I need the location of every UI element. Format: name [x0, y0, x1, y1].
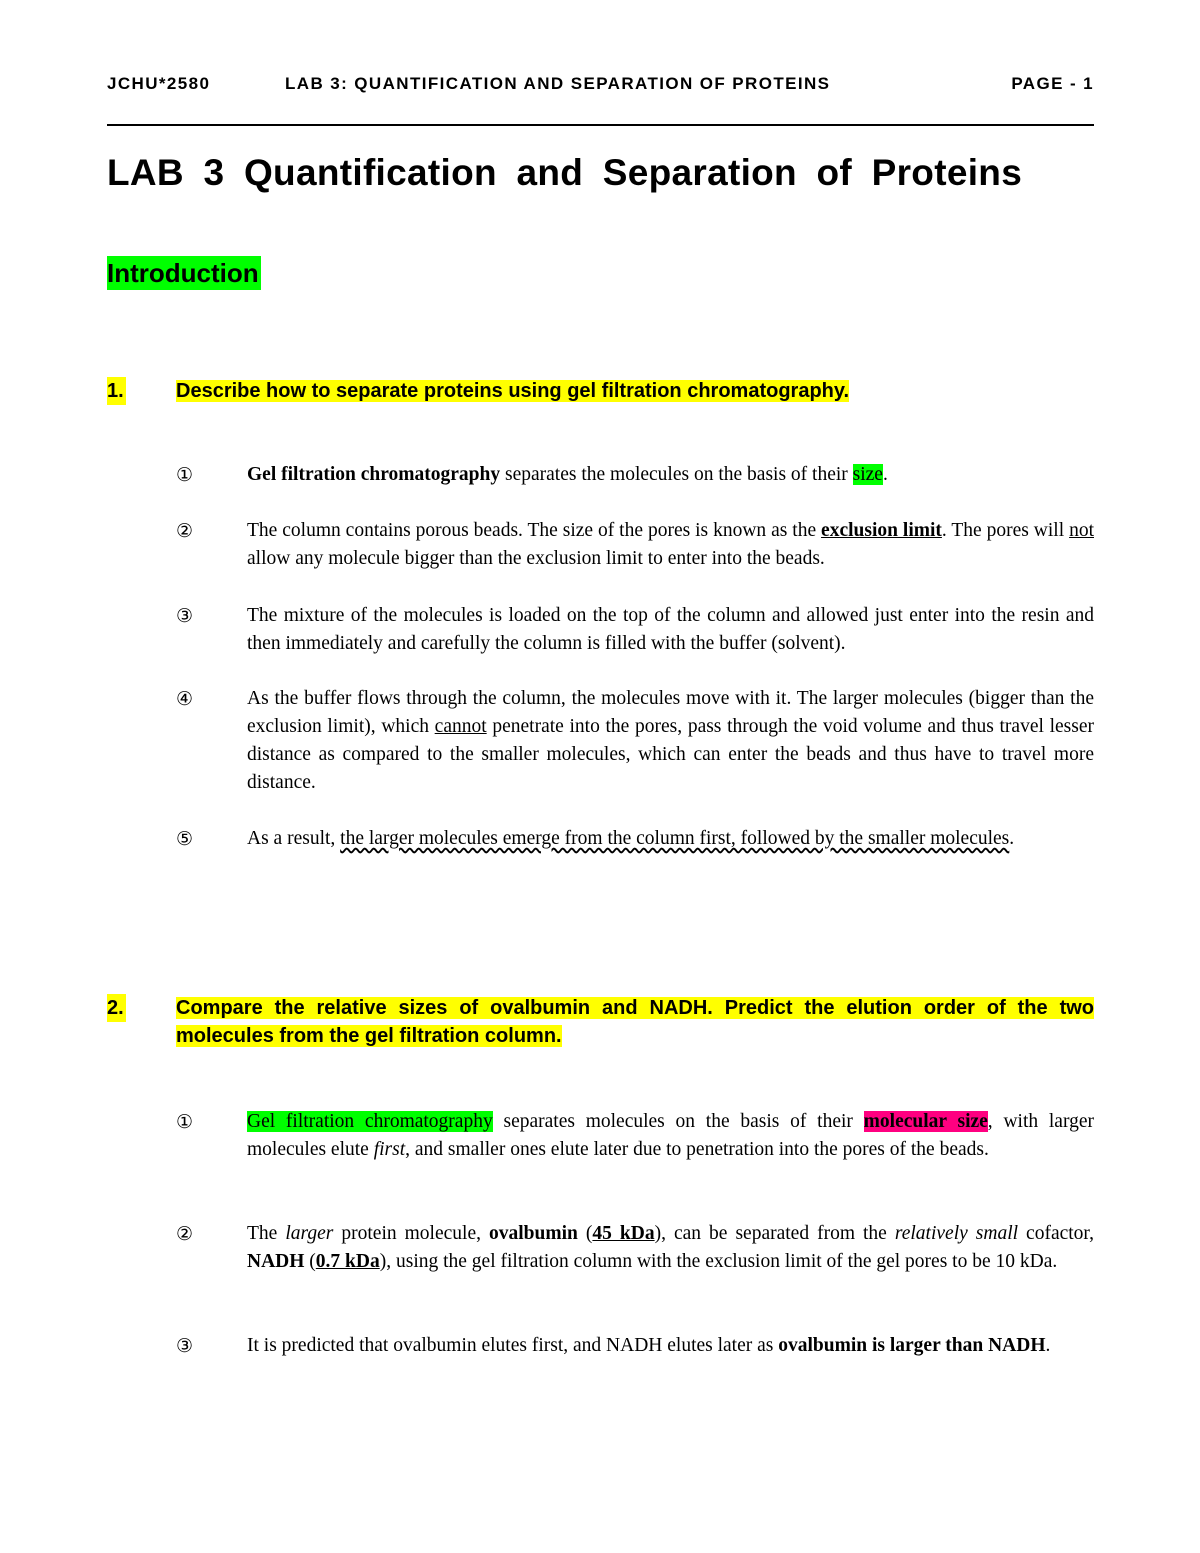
q2-b2-paren-open-1: (	[577, 1223, 593, 1244]
question-1-text	[176, 377, 1094, 405]
q1-b2-text-c: allow any molecule bigger than the exclusion limit to enter into the beads.	[247, 548, 825, 569]
q1-b1-text: separates the molecules on the basis of their	[500, 464, 853, 485]
q1-b1-highlight-size: size	[852, 464, 883, 485]
q2-b2-text-d: cofactor,	[1018, 1223, 1095, 1244]
q1-bullet-4	[247, 685, 1094, 797]
q2-b2-text-c: ), can be separated from the	[654, 1223, 895, 1244]
q2-bullet-3	[247, 1332, 1094, 1360]
header-course-code: JCHU*2580	[107, 74, 211, 93]
q1-bullet-1-marker: ①	[176, 464, 194, 486]
question-2-text	[176, 994, 1094, 1050]
q2-b2-larger: larger	[285, 1223, 334, 1244]
header-page-number: PAGE - 1	[1011, 74, 1094, 93]
q2-bullet-2	[247, 1220, 1094, 1276]
q1-b2-exclusion-limit: exclusion limit	[821, 520, 942, 541]
q2-bullet-1	[247, 1108, 1094, 1164]
q1-b2-text-a: The column contains porous beads. The size of the pores is known as the	[247, 520, 822, 541]
q1-bullet-2	[247, 517, 1094, 573]
q2-b1-text-b: , with larger molecules elute	[247, 1111, 1094, 1160]
q2-b2-text-b: protein molecule,	[333, 1223, 489, 1244]
q1-bullet-2-marker: ②	[176, 520, 194, 542]
running-header	[107, 74, 1094, 98]
section-heading-introduction: Introduction	[107, 258, 259, 288]
question-2-text-highlight: Compare the relative sizes of ovalbumin and NADH. Predict the elution order of the two molecules from the gel filtration column.	[176, 997, 1094, 1047]
q2-b1-highlight-molecular-size: molecular size	[863, 1111, 988, 1132]
header-divider	[107, 124, 1094, 126]
q1-b2-text-b: . The pores will	[941, 520, 1070, 541]
q2-b3-text: It is predicted that ovalbumin elutes first, and NADH elutes later as	[247, 1335, 779, 1356]
q2-b1-first: first	[373, 1139, 406, 1160]
q1-bullet-4-marker: ④	[176, 688, 194, 710]
q1-bullet-3	[247, 602, 1094, 658]
q1-b2-not: not	[1069, 520, 1094, 541]
q2-bullet-1-marker: ①	[176, 1111, 194, 1133]
page-title: LAB 3 Quantification and Separation of Proteins	[107, 152, 1023, 193]
question-1-text-highlight: Describe how to separate proteins using gel filtration chromatography.	[176, 380, 850, 402]
q1-b3-text: The mixture of the molecules is loaded on the top of the column and allowed just enter into the resin and then immediately and carefully the column is filled with the buffer (solvent).	[247, 605, 1094, 654]
q1-b5-end: .	[1009, 828, 1015, 849]
q2-b2-nadh: NADH	[247, 1251, 305, 1272]
header-lab-title: LAB 3: QUANTIFICATION AND SEPARATION OF PROTEINS	[285, 74, 831, 93]
q2-bullet-3-marker: ③	[176, 1335, 194, 1357]
q1-b4-text-b: penetrate into the pores, pass through the void volume and thus travel lesser distance as compared to the smaller molecules, which can enter the beads and thus have to travel more distance.	[247, 716, 1094, 793]
q1-b1-end: .	[882, 464, 888, 485]
q1-bullet-3-marker: ③	[176, 605, 194, 627]
q1-b5-conclusion: the larger molecules emerge from the column first, followed by the smaller molecules	[340, 828, 1010, 849]
q2-b2-text-a: The	[247, 1223, 286, 1244]
q2-b1-highlight-gfc: Gel filtration chromatography	[247, 1111, 493, 1132]
q2-b2-nadh-mass: 0.7 kDa	[315, 1251, 380, 1272]
q2-b2-relatively-small: relatively small	[894, 1223, 1019, 1244]
q2-b1-text-a: separates molecules on the basis of their	[492, 1111, 864, 1132]
q2-b1-text-c: , and smaller ones elute later due to penetration into the pores of the beads.	[405, 1139, 989, 1160]
q1-bullet-5	[247, 825, 1094, 853]
q2-b2-text-e: ), using the gel filtration column with the exclusion limit of the gel pores to be 10 kDa.	[379, 1251, 1058, 1272]
q2-b2-ovalbumin: ovalbumin	[489, 1223, 578, 1244]
q2-b3-conclusion: ovalbumin is larger than NADH	[778, 1335, 1046, 1356]
q1-bullet-5-marker: ⑤	[176, 828, 194, 850]
q1-b1-term: Gel filtration chromatography	[247, 464, 501, 485]
q2-b3-end: .	[1045, 1335, 1051, 1356]
question-2-number: 2.	[107, 994, 126, 1022]
q1-b5-text-a: As a result,	[247, 828, 341, 849]
q1-b4-text-a: As the buffer flows through the column, the molecules move with it. The larger molecules (bigger than the exclusion limit), which	[247, 688, 1094, 737]
q2-b2-paren-open-2: (	[304, 1251, 316, 1272]
question-1-number: 1.	[107, 377, 126, 405]
q2-b2-ovalbumin-mass: 45 kDa	[592, 1223, 655, 1244]
q2-bullet-2-marker: ②	[176, 1223, 194, 1245]
q1-bullet-1	[247, 461, 1094, 489]
q1-b4-cannot: cannot	[434, 716, 487, 737]
